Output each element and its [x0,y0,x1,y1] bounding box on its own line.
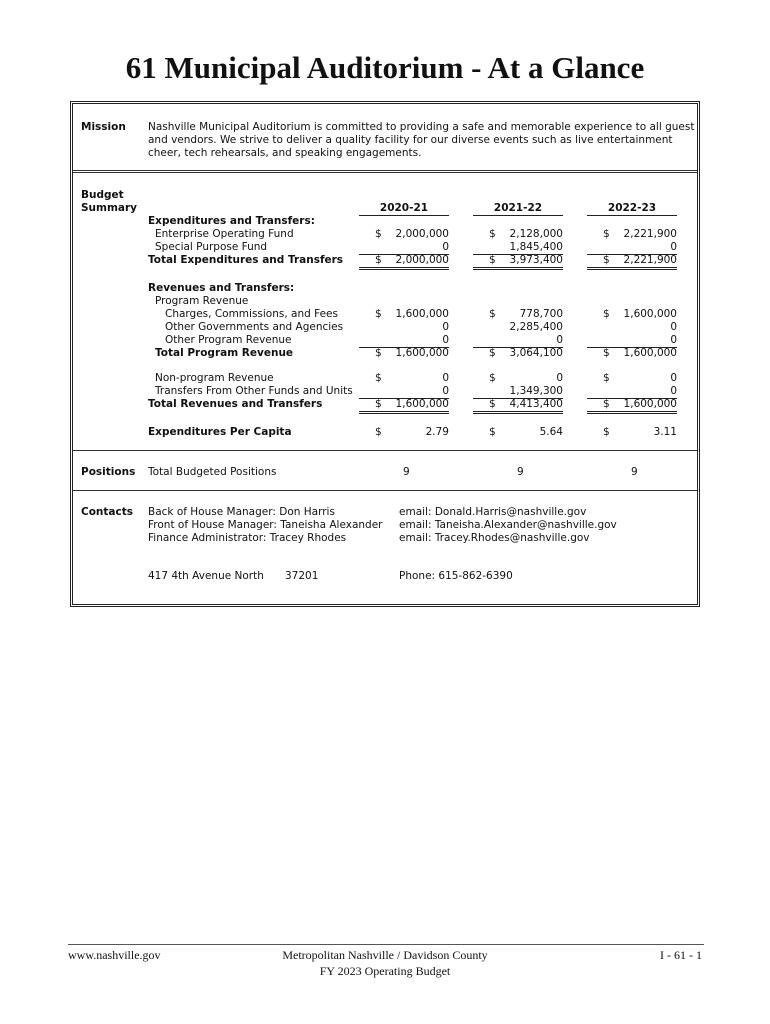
contact-phone: Phone: 615-862-6390 [399,570,513,582]
total-value: 4,413,400 [473,398,563,414]
cell-value: 3.11 [653,426,677,438]
expenditures-heading: Expenditures and Transfers: [148,215,315,227]
contact-address: 417 4th Avenue North [148,570,264,582]
cell-value: 0 [556,372,563,384]
cell-value: 0 [359,334,449,348]
cell-value: 0 [587,385,677,399]
cell-value: 1,845,400 [473,241,563,255]
total-value: 2,221,900 [587,254,677,270]
total-value: 1,600,000 [359,398,449,414]
cell-value: 1,600,000 [623,308,677,320]
dollar-sign: $ [489,372,496,384]
positions-value: 9 [403,466,410,478]
dollar-sign: $ [489,426,496,438]
row-label: Transfers From Other Funds and Units [155,385,353,397]
contact-role: Back of House Manager: Don Harris [148,506,335,518]
total-value: 1,600,000 [395,347,449,359]
dollar-sign: $ [603,426,610,438]
year-header-2022-23: 2022-23 [587,202,677,216]
dollar-sign: $ [489,228,496,240]
contact-email: email: Donald.Harris@nashville.gov [399,506,587,518]
dollar-sign: $ [375,254,382,266]
total-value: 3,973,400 [473,254,563,270]
cell-value: 0 [587,241,677,255]
section-divider [73,170,697,173]
dollar-sign: $ [375,426,382,438]
at-a-glance-table [70,101,700,607]
section-divider [73,450,697,451]
dollar-sign: $ [375,228,382,240]
budget-label-line-1: Budget [81,189,124,201]
contact-zip: 37201 [285,570,319,582]
footer-org: Metropolitan Nashville / Davidson County [282,948,488,962]
cell-value: 2,285,400 [509,321,563,333]
year-header-2020-21: 2020-21 [359,202,449,216]
contact-role: Finance Administrator: Tracey Rhodes [148,532,347,544]
dollar-sign: $ [489,254,496,266]
positions-label: Positions [81,466,136,478]
footer-page-number: I - 61 - 1 [660,948,702,962]
dollar-sign: $ [489,308,496,320]
mission-label: Mission [81,121,126,133]
cell-value: 2,221,900 [623,228,677,240]
dollar-sign: $ [603,347,610,359]
mission-text-line-3: cheer, tech rehearsals, and speaking engagements. [148,147,422,159]
dollar-sign: $ [603,308,610,320]
cell-value: 2,128,000 [509,228,563,240]
cell-value: 0 [670,372,677,384]
dollar-sign: $ [375,398,382,410]
total-expenditures-label: Total Expenditures and Transfers [148,254,344,266]
per-capita-label: Expenditures Per Capita [148,426,292,438]
total-revenues-label: Total Revenues and Transfers [148,398,323,410]
cell-value: 0 [670,321,677,333]
contact-role: Front of House Manager: Taneisha Alexander [148,519,383,531]
dollar-sign: $ [603,254,610,266]
cell-value: 0 [359,385,449,399]
cell-value: 1,349,300 [473,385,563,399]
cell-value: 0 [587,334,677,348]
cell-value: 0 [359,241,449,255]
total-value: 2,000,000 [359,254,449,270]
total-value: 1,600,000 [587,398,677,414]
positions-value: 9 [631,466,638,478]
total-value: 1,600,000 [623,347,677,359]
section-divider [73,490,697,491]
cell-value: 5.64 [539,426,563,438]
positions-row-label: Total Budgeted Positions [148,466,277,478]
cell-value: 2,000,000 [395,228,449,240]
row-label: Enterprise Operating Fund [155,228,294,240]
contacts-label: Contacts [81,506,133,518]
footer-budget-title: FY 2023 Operating Budget [319,964,451,978]
dollar-sign: $ [603,372,610,384]
dollar-sign: $ [489,347,496,359]
footer-website: www.nashville.gov [68,948,161,962]
cell-value: 0 [442,321,449,333]
cell-value: 0 [442,372,449,384]
cell-value: 1,600,000 [395,308,449,320]
row-label: Charges, Commissions, and Fees [165,308,338,320]
total-program-revenue-label: Total Program Revenue [155,347,294,359]
cell-value: 778,700 [519,308,563,320]
row-label: Other Governments and Agencies [165,321,344,333]
cell-value: 2.79 [425,426,449,438]
cell-value: 0 [473,334,563,348]
year-header-2021-22: 2021-22 [473,202,563,216]
dollar-sign: $ [375,308,382,320]
dollar-sign: $ [603,228,610,240]
row-label: Non-program Revenue [155,372,274,384]
contact-email: email: Tracey.Rhodes@nashville.gov [399,532,590,544]
row-label: Other Program Revenue [165,334,292,346]
dollar-sign: $ [375,372,382,384]
dollar-sign: $ [375,347,382,359]
page-title: 61 Municipal Auditorium - At a Glance [125,50,645,85]
contact-email: email: Taneisha.Alexander@nashville.gov [399,519,617,531]
program-revenue-heading: Program Revenue [155,295,249,307]
budget-label-line-2: Summary [81,202,138,214]
revenues-heading: Revenues and Transfers: [148,282,295,294]
dollar-sign: $ [603,398,610,410]
mission-text-line-1: Nashville Municipal Auditorium is committed to providing a safe and memorable experience to all guest [148,121,695,133]
dollar-sign: $ [489,398,496,410]
footer-rule [68,944,704,945]
row-label: Special Purpose Fund [155,241,268,253]
total-value: 3,064,100 [509,347,563,359]
positions-value: 9 [517,466,524,478]
mission-text-line-2: and vendors. We strive to deliver a quality facility for our diverse events such as live entertainment [148,134,673,146]
